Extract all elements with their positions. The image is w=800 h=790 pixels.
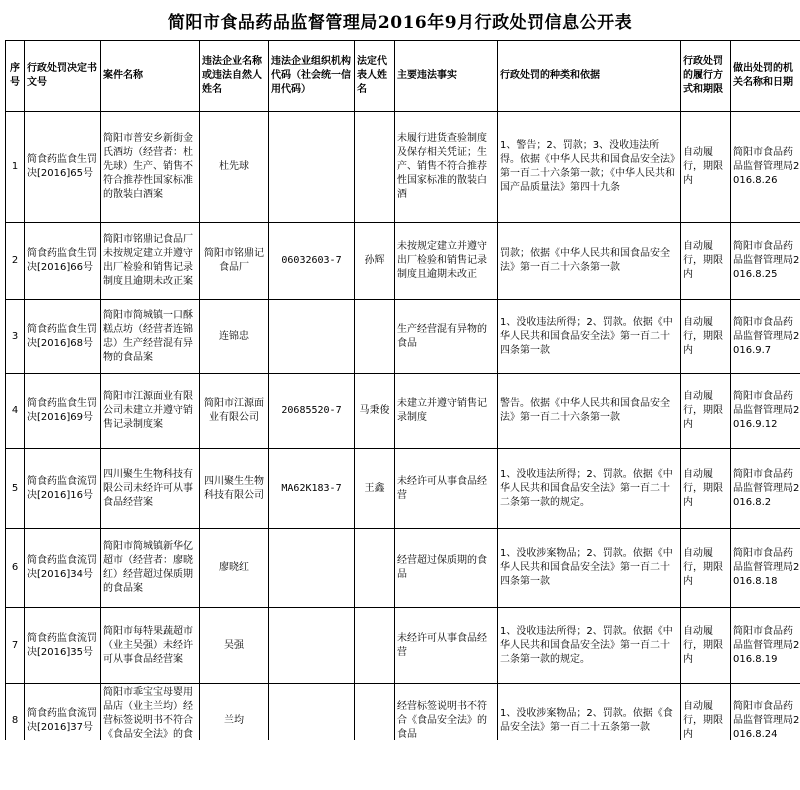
header-case-name: 案件名称 bbox=[101, 41, 200, 112]
cell-authority: 简阳市食品药品监督管理局2016.8.2 bbox=[731, 449, 800, 529]
cell-execution: 自动履行，期限内 bbox=[681, 684, 731, 759]
cell-case-name: 简阳市每特果蔬超市（业主吴强）未经许可从事食品经营案 bbox=[101, 608, 200, 684]
cell-org-code bbox=[269, 608, 355, 684]
cell-decision-no: 简食药监食流罚决[2016]16号 bbox=[25, 449, 101, 529]
cell-no: 7 bbox=[6, 608, 25, 684]
cell-violation: 经营标签说明书不符合《食品安全法》的食品 bbox=[395, 684, 498, 759]
cell-org-code: MA62K183-7 bbox=[269, 449, 355, 529]
table-row bbox=[6, 608, 800, 684]
cell-authority: 简阳市食品药品监督管理局2016.9.12 bbox=[731, 374, 800, 449]
cell-org-code bbox=[269, 112, 355, 223]
table-row bbox=[6, 374, 800, 449]
header-execution: 行政处罚的履行方式和期限 bbox=[681, 41, 731, 112]
cell-execution: 自动履行，期限内 bbox=[681, 529, 731, 608]
cell-violation: 生产经营混有异物的食品 bbox=[395, 300, 498, 374]
cell-case-name: 四川聚生生物科技有限公司未经许可从事食品经营案 bbox=[101, 449, 200, 529]
cell-execution: 自动履行，期限内 bbox=[681, 300, 731, 374]
table-row bbox=[6, 449, 800, 529]
header-authority: 做出处罚的机关名称和日期 bbox=[731, 41, 800, 112]
cell-penalty: 1、没收违法所得；2、罚款。依据《中华人民共和国食品安全法》第一百二十四条第一款 bbox=[498, 300, 681, 374]
cell-no: 2 bbox=[6, 223, 25, 300]
cell-authority: 简阳市食品药品监督管理局2016.8.24 bbox=[731, 684, 800, 759]
cell-no: 1 bbox=[6, 112, 25, 223]
cell-execution: 自动履行，期限内 bbox=[681, 608, 731, 684]
cell-violation: 未履行进货查验制度及保存相关凭证；生产、销售不符合推荐性国家标准的散装白酒 bbox=[395, 112, 498, 223]
cell-violation: 未建立并遵守销售记录制度 bbox=[395, 374, 498, 449]
cell-violation: 未经许可从事食品经营 bbox=[395, 608, 498, 684]
cell-violation: 未按规定建立并遵守出厂检验和销售记录制度且逾期未改正 bbox=[395, 223, 498, 300]
cell-decision-no: 简食药监食生罚决[2016]65号 bbox=[25, 112, 101, 223]
cell-violation: 未经许可从事食品经营 bbox=[395, 449, 498, 529]
cell-decision-no: 简食药监食生罚决[2016]68号 bbox=[25, 300, 101, 374]
cell-case-name: 简阳市乖宝宝母婴用品店（业主兰均）经营标签说明书不符合《食品安全法》的食 bbox=[101, 684, 200, 759]
cell-case-name: 简阳市江源面业有限公司未建立并遵守销售记录制度案 bbox=[101, 374, 200, 449]
cell-case-name: 简阳市普安乡新街金氏酒坊（经营者：杜先球）生产、销售不符合推荐性国家标准的散装白酒案 bbox=[101, 112, 200, 223]
cell-no: 5 bbox=[6, 449, 25, 529]
header-party: 违法企业名称或违法自然人姓名 bbox=[200, 41, 269, 112]
cell-party: 四川聚生生物科技有限公司 bbox=[200, 449, 269, 529]
cell-no: 8 bbox=[6, 684, 25, 759]
cell-decision-no: 简食药监食流罚决[2016]37号 bbox=[25, 684, 101, 759]
cell-penalty: 1、没收违法所得；2、罚款。依据《中华人民共和国食品安全法》第一百二十二条第一款的规定。 bbox=[498, 449, 681, 529]
cell-violation: 经营超过保质期的食品 bbox=[395, 529, 498, 608]
cell-legal-rep: 孙辉 bbox=[355, 223, 395, 300]
cell-penalty: 警告。依据《中华人民共和国食品安全法》第一百二十六条第一款 bbox=[498, 374, 681, 449]
cell-decision-no: 简食药监食生罚决[2016]66号 bbox=[25, 223, 101, 300]
cell-party: 简阳市江源面业有限公司 bbox=[200, 374, 269, 449]
table-row bbox=[6, 112, 800, 223]
cell-party: 杜先球 bbox=[200, 112, 269, 223]
table-row bbox=[6, 223, 800, 300]
cell-legal-rep bbox=[355, 112, 395, 223]
header-org-code: 违法企业组织机构代码（社会统一信用代码） bbox=[269, 41, 355, 112]
cell-decision-no: 简食药监食流罚决[2016]35号 bbox=[25, 608, 101, 684]
cell-legal-rep bbox=[355, 300, 395, 374]
cell-party: 简阳市铭鼎记食品厂 bbox=[200, 223, 269, 300]
cell-decision-no: 简食药监食流罚决[2016]34号 bbox=[25, 529, 101, 608]
cell-legal-rep bbox=[355, 529, 395, 608]
cell-legal-rep: 王鑫 bbox=[355, 449, 395, 529]
cell-authority: 简阳市食品药品监督管理局2016.8.19 bbox=[731, 608, 800, 684]
cell-org-code bbox=[269, 300, 355, 374]
cell-case-name: 简阳市铭鼎记食品厂未按规定建立并遵守出厂检验和销售记录制度且逾期未改正案 bbox=[101, 223, 200, 300]
header-no: 序号 bbox=[6, 41, 25, 112]
cell-no: 3 bbox=[6, 300, 25, 374]
cell-no: 6 bbox=[6, 529, 25, 608]
cell-authority: 简阳市食品药品监督管理局2016.9.7 bbox=[731, 300, 800, 374]
cell-execution: 自动履行，期限内 bbox=[681, 374, 731, 449]
cell-penalty: 1、没收涉案物品；2、罚款。依据《中华人民共和国食品安全法》第一百二十四条第一款 bbox=[498, 529, 681, 608]
cell-party: 兰均 bbox=[200, 684, 269, 759]
header-legal-rep: 法定代表人姓名 bbox=[355, 41, 395, 112]
cell-authority: 简阳市食品药品监督管理局2016.8.26 bbox=[731, 112, 800, 223]
table-row bbox=[6, 300, 800, 374]
header-row bbox=[6, 41, 800, 112]
cell-legal-rep bbox=[355, 608, 395, 684]
cell-org-code: 20685520-7 bbox=[269, 374, 355, 449]
header-violation: 主要违法事实 bbox=[395, 41, 498, 112]
cell-decision-no: 简食药监食生罚决[2016]69号 bbox=[25, 374, 101, 449]
cell-party: 廖晓红 bbox=[200, 529, 269, 608]
cell-authority: 简阳市食品药品监督管理局2016.8.18 bbox=[731, 529, 800, 608]
cell-execution: 自动履行，期限内 bbox=[681, 449, 731, 529]
cell-case-name: 简阳市简城镇一口酥糕点坊（经营者连锦忠）生产经营混有异物的食品案 bbox=[101, 300, 200, 374]
cell-party: 连锦忠 bbox=[200, 300, 269, 374]
cell-execution: 自动履行，期限内 bbox=[681, 223, 731, 300]
cell-no: 4 bbox=[6, 374, 25, 449]
cell-penalty: 1、没收涉案物品；2、罚款。依据《食品安全法》第一百二十五条第一款 bbox=[498, 684, 681, 759]
cell-penalty: 罚款；依据《中华人民共和国食品安全法》第一百二十六条第一款 bbox=[498, 223, 681, 300]
page-title: 简阳市食品药品监督管理局2016年9月行政处罚信息公开表 bbox=[167, 13, 633, 33]
cell-penalty: 1、没收违法所得；2、罚款。依据《中华人民共和国食品安全法》第一百二十二条第一款的规定。 bbox=[498, 608, 681, 684]
cell-execution: 自动履行，期限内 bbox=[681, 112, 731, 223]
header-penalty: 行政处罚的种类和依据 bbox=[498, 41, 681, 112]
cell-case-name: 简阳市简城镇新华亿超市（经营者：廖晓红）经营超过保质期的食品案 bbox=[101, 529, 200, 608]
penalty-table bbox=[5, 40, 800, 759]
cell-party: 吴强 bbox=[200, 608, 269, 684]
table-row bbox=[6, 529, 800, 608]
header-decision-no: 行政处罚决定书文号 bbox=[25, 41, 101, 112]
cell-org-code: 06032603-7 bbox=[269, 223, 355, 300]
page-bottom-blank bbox=[0, 740, 800, 790]
cell-penalty: 1、警告；2、罚款；3、没收违法所得。依据《中华人民共和国食品安全法》第一百二十六条第一款；《中华人民共和国产品质量法》第四十九条 bbox=[498, 112, 681, 223]
cell-authority: 简阳市食品药品监督管理局2016.8.25 bbox=[731, 223, 800, 300]
cell-legal-rep: 马秉俊 bbox=[355, 374, 395, 449]
cell-org-code bbox=[269, 529, 355, 608]
